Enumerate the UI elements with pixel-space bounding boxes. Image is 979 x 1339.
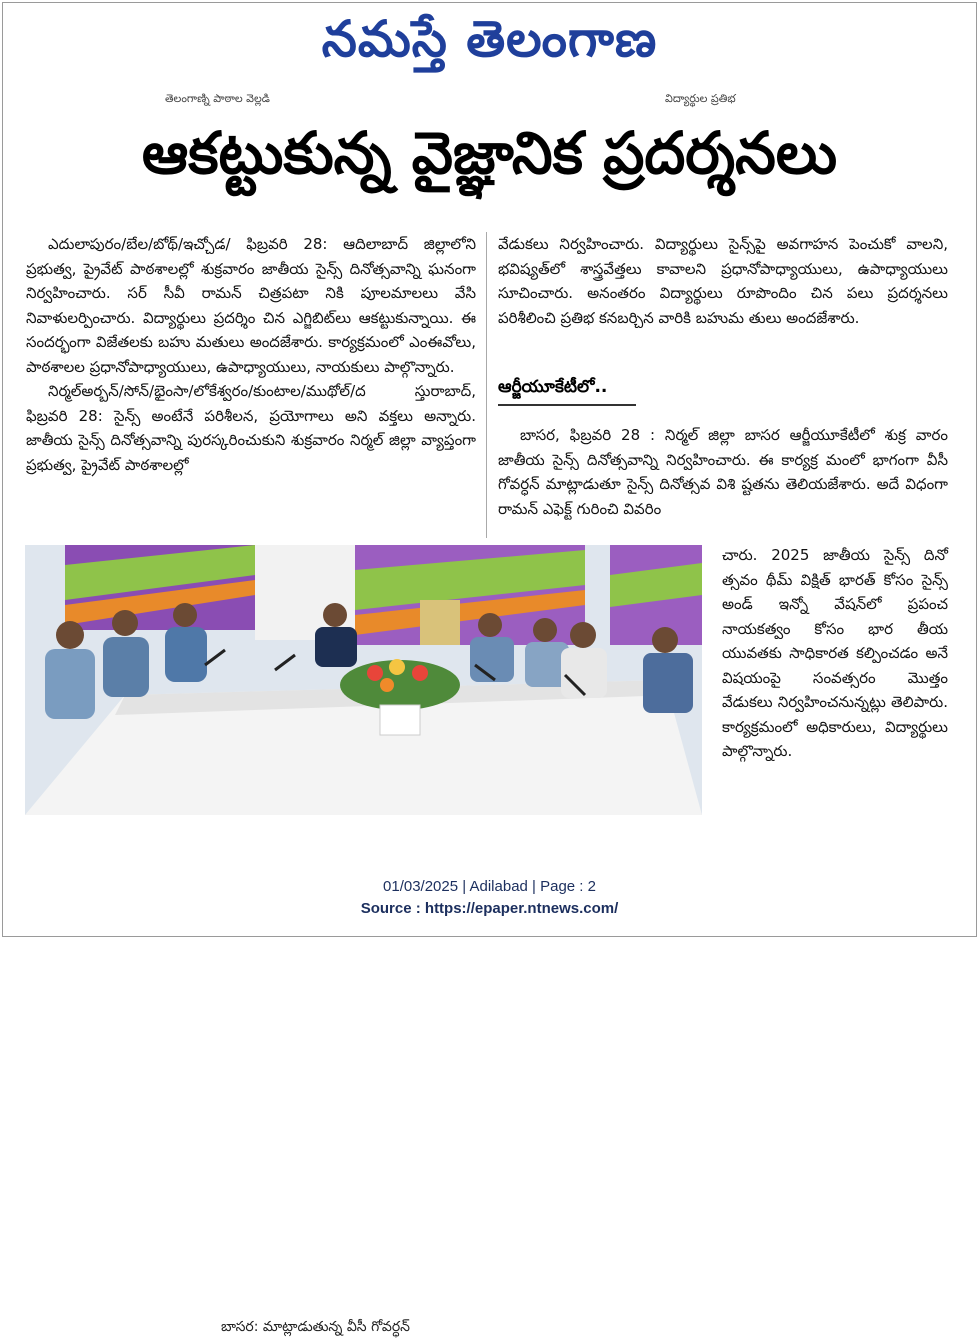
paragraph: ఎదులాపురం/బేల/బోథ్/ఇచ్చోడ/ ఫిబ్రవరి 28: ఆదిలాబాద్ జిల్లాలోని ప్రభుత్వ, ప్రైవేట్ పాఠశాలల్లో శుక్రవారం జాతీయ సైన్స్ దినోత్సవాన్ని ఘనంగా నిర్వహించారు. సర్ సీవీ రామన్ చిత్రపటా నికి పూలమాలలు వేసి నివాళులర్పించారు. విద్యార్థులు ప్రదర్శిం చిన ఎగ్జిబిట్‌లు ఆకట్టుకున్నాయి. ఈ సందర్భంగా విజేతలకు బహు మతులు అందజేశారు. కార్యక్రమంలో ఎంఈవోలు, పాఠశాలల ప్రధానోపాధ్యాయులు, ఉపాధ్యాయులు, నాయకులు పాల్గొన్నారు. (26, 235, 476, 376)
cutline-left: తెలంగాణ్ని పాఠాల వెల్లడి (165, 92, 270, 105)
article-column-2 (498, 232, 948, 330)
footer-date-edition: 01/03/2025 | Adilabad | Page : 2 (383, 878, 596, 895)
article-headline: ఆకట్టుకున్న వైజ్ఞానిక ప్రదర్శనలు (141, 119, 838, 187)
paragraph: నిర్మల్అర్బన్/సోన్/భైంసా/లోకేశ్వరం/కుంటాల/ముథోల్/ద స్తురాబాద్, ఫిబ్రవరి 28: సైన్స్ అంటేనే పరిశీలన, ప్రయోగాలు అని వక్తలు అన్నారు. జాతీయ సైన్స్ దినోత్సవాన్ని పురస్కరించుకుని శుక్రవారం నిర్మల్ జిల్లా వ్యాప్తంగా ప్రభుత్వ, ప్రైవేట్ పాఠశాలల్లో (26, 382, 476, 474)
photo-caption: బాసర: మాట్లాడుతున్న వీసీ గోవర్ధన్ (217, 1318, 414, 1339)
paragraph: బాసర, ఫిబ్రవరి 28 : నిర్మల్ జిల్లా బాసర ఆర్జీయూకేటీలో శుక్ర వారం జాతీయ సైన్స్ దినోత్సవాన్ని నిర్వహించారు. ఈ కార్యక్ర మంలో భాగంగా వీసీ గోవర్ధన్ మాట్లాడుతూ సైన్స్ దినోత్సవ విశి ష్టతను తెలియజేశారు. అదే విధంగా రామన్ ఎఫెక్ట్ గురించి వివరిం (498, 426, 948, 518)
article-column-3 (498, 423, 948, 521)
wall-panel (610, 545, 702, 645)
paragraph: వేడుకలు నిర్వహించారు. విద్యార్థులు సైన్స్‌పై అవగాహన పెంచుకో వాలని, భవిష్యత్‌లో శాస్త్రవేత్తలు కావాలని ప్రధానోపాధ్యాయులు, ఉపాధ్యాయులు సూచించారు. అనంతరం విద్యార్థులు రూపొందిం చిన పలు ప్రదర్శనలు పరిశీలించి ప్రతిభ కనబర్చిన వారికి బహుమ తులు అందజేశారు. (498, 235, 948, 327)
section-subhead: ఆర్జీయూకేటీలో.. (498, 377, 608, 397)
article-column-4 (722, 543, 948, 764)
column-divider (486, 232, 487, 538)
subhead-underline (498, 404, 636, 406)
cutline-right: విద్యార్థుల ప్రతిభ (665, 92, 736, 105)
article-column-1 (26, 232, 476, 477)
wall-panel (65, 545, 255, 630)
paragraph: చారు. 2025 జాతీయ సైన్స్ దినో త్సవం థీమ్ విక్షిత్ భారత్ కోసం సైన్స్ అండ్ ఇన్నో వేషన్‌లో ప్రపంచ నాయకత్వం కోసం భార తీయ యువతకు సాధికారత కల్పించడం అనే విషయంపై సంవత్సరం మొత్తం వేడుకలు నిర్వహించనున్నట్లు తెలిపారు. కార్యక్రమంలో అధికారులు, విద్యార్థులు పాల్గొన్నారు. (722, 546, 948, 760)
meeting-room-illustration (25, 545, 702, 815)
newspaper-masthead: నమస్తే తెలంగాణ (321, 10, 658, 68)
footer-source-link[interactable]: Source : https://epaper.ntnews.com/ (360, 900, 619, 917)
